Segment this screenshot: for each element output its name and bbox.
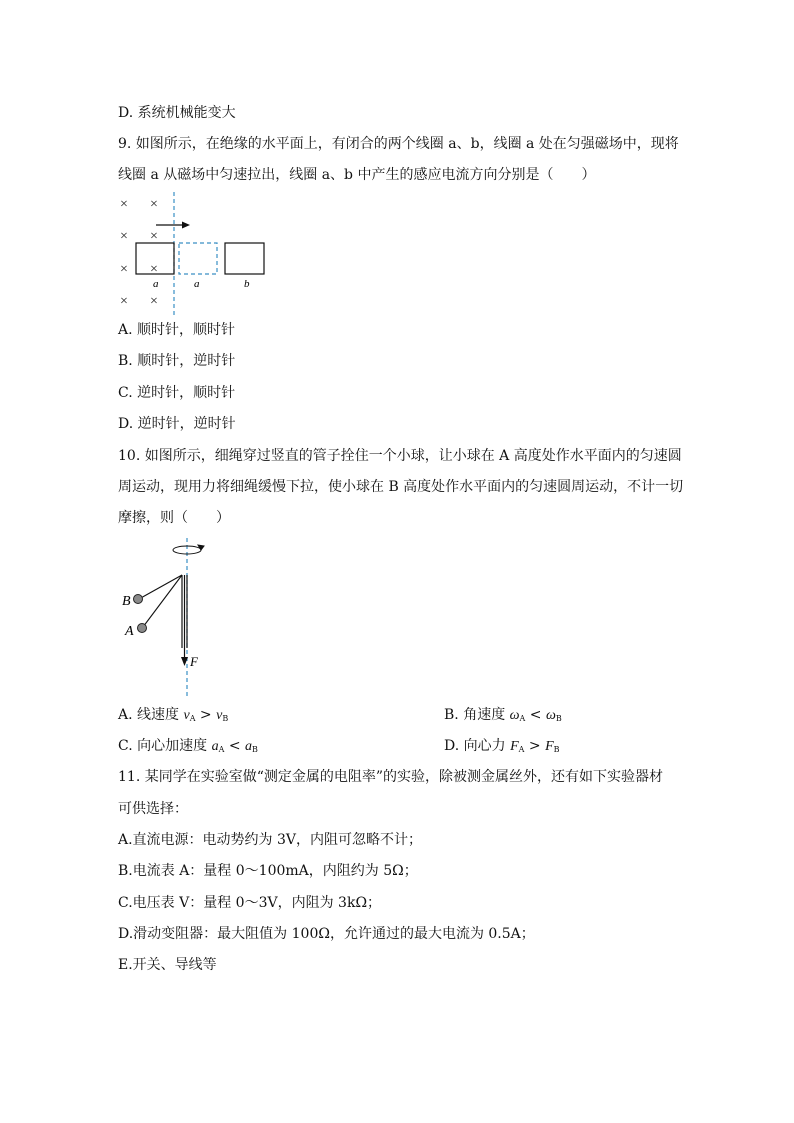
- coil-b-label: b: [244, 278, 250, 290]
- field-cross: ×: [150, 229, 158, 244]
- q11-item-e: E.开关、导线等: [118, 957, 217, 973]
- coil-a-dashed: [179, 243, 217, 274]
- velocity-arrow: [156, 222, 190, 229]
- field-cross: ×: [120, 262, 128, 277]
- q9-option-d[interactable]: D. 逆时针，逆时针: [118, 416, 236, 432]
- q10-stem-line3: 摩擦，则（ ）: [118, 510, 230, 526]
- q9-stem-line1: 9. 如图所示，在绝缘的水平面上，有闭合的两个线圈 a、b，线圈 a 处在匀强磁场中，现将: [118, 136, 679, 152]
- ball-B: [134, 595, 143, 604]
- q10-option-b[interactable]: B. 角速度 $\omega_A < \omega_B$: [444, 707, 562, 723]
- field-cross: ×: [120, 197, 128, 212]
- label-B: B: [122, 594, 131, 609]
- q11-item-b: B.电流表 A：量程 0～100mA，内阻约为 5Ω；: [118, 863, 418, 879]
- coil-a-moved-label: a: [194, 278, 200, 290]
- coil-b: [225, 243, 264, 274]
- magnetic-field-crosses: [120, 197, 158, 309]
- coil-a-label: a: [153, 278, 159, 290]
- field-cross: ×: [120, 294, 128, 309]
- q11-item-d: D.滑动变阻器：最大阻值为 100Ω，允许通过的最大电流为 0.5A；: [118, 926, 535, 942]
- field-cross: ×: [120, 229, 128, 244]
- rotation-arrow-icon: [173, 545, 204, 554]
- q8-option-d: D. 系统机械能变大: [118, 105, 236, 121]
- field-cross: ×: [150, 294, 158, 309]
- label-F: F: [190, 654, 198, 669]
- field-cross: ×: [150, 262, 158, 277]
- q9-figure: [112, 192, 292, 317]
- q9-stem-line2: 线圈 a 从磁场中匀速拉出，线圈 a、b 中产生的感应电流方向分别是（ ）: [118, 167, 596, 183]
- string-to-B: [139, 575, 182, 599]
- q10-option-a[interactable]: A. 线速度 $v_A > v_B$: [118, 707, 229, 723]
- string-to-A: [143, 575, 182, 627]
- q11-stem-line2: 可供选择：: [118, 801, 188, 817]
- q10-stem-line1: 10. 如图所示，细绳穿过竖直的管子拴住一个小球，让小球在 A 高度处作水平面内的匀速圆: [118, 448, 682, 464]
- q11-stem-line1: 11. 某同学在实验室做“测定金属的电阻率”的实验，除被测金属丝外，还有如下实验器材: [118, 769, 664, 785]
- field-cross: ×: [150, 197, 158, 212]
- q10-option-c[interactable]: C. 向心加速度 $a_A < a_B$: [118, 738, 258, 754]
- ball-A: [138, 624, 147, 633]
- q10-figure: [118, 538, 228, 698]
- q10-stem-line2: 周运动，现用力将细绳缓慢下拉，使小球在 B 高度处作水平面内的匀速圆周运动，不计一切: [118, 479, 684, 495]
- q9-option-a[interactable]: A. 顺时针，顺时针: [118, 322, 236, 338]
- q9-option-c[interactable]: C. 逆时针，顺时针: [118, 385, 236, 401]
- q11-item-c: C.电压表 V：量程 0～3V，内阻为 3kΩ；: [118, 895, 382, 911]
- q10-option-d[interactable]: D. 向心力 $F_A > F_B$: [444, 738, 560, 754]
- q11-item-a: A.直流电源：电动势约为 3V，内阻可忽略不计；: [118, 832, 423, 848]
- q9-option-b[interactable]: B. 顺时针，逆时针: [118, 353, 236, 369]
- label-A: A: [125, 624, 134, 639]
